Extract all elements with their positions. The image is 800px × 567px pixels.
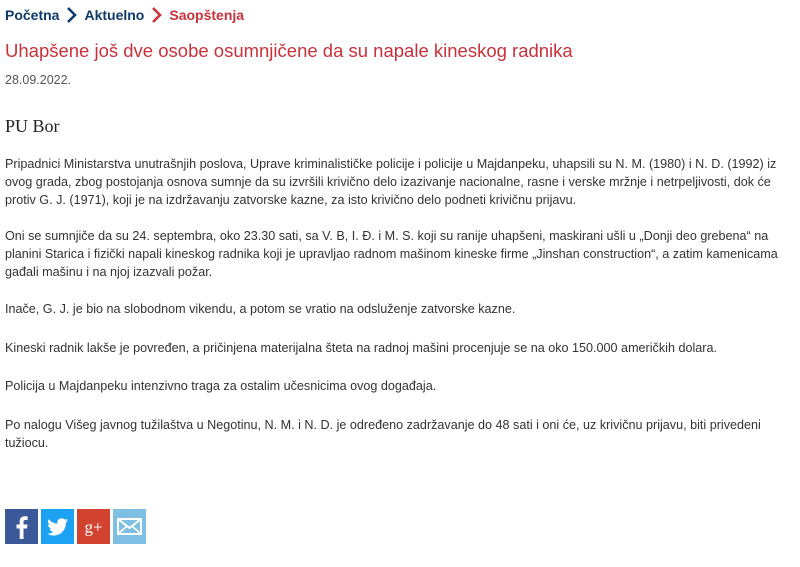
article-date: 28.09.2022. xyxy=(5,73,72,87)
twitter-icon xyxy=(41,509,74,544)
breadcrumb xyxy=(5,6,244,24)
breadcrumb-current: Saopštenja xyxy=(169,7,245,23)
email-share-button[interactable] xyxy=(113,509,146,544)
email-icon xyxy=(113,509,146,544)
svg-text:g+: g+ xyxy=(84,517,103,537)
share-buttons xyxy=(5,509,146,544)
article-title: Uhapšene još dve osobe osumnjičene da su napale kineskog radnika xyxy=(5,40,573,61)
article-paragraph: Pripadnici Ministarstva unutrašnjih poslova, Uprave kriminalističke policije i policije u Majdanpeku, uhapsili su N. M. (1980) i N. D. (1992) iz ovog grada, zbog postojanja osnova sumnje da su izvršili krivično delo izazivanje nacionalne, rasne i verske mržnje i netrpeljivosti, dok će protiv G. J. (1971), koji je na izdržavanju zatvorske kazne, za isto krivično delo podneti krivičnu prijavu. xyxy=(5,157,777,207)
facebook-share-button[interactable] xyxy=(5,509,38,544)
article-paragraph: Po nalogu Višeg javnog tužilaštva u Negotinu, N. M. i N. D. je određeno zadržavanje do 48 sati i oni će, uz krivičnu prijavu, biti privedeni tužiocu. xyxy=(5,418,761,450)
breadcrumb-home-link[interactable]: Početna xyxy=(5,7,60,23)
article-paragraph: Kineski radnik lakše je povređen, a pričinjena materijalna šteta na radnoj mašini procenjuje se na oko 150.000 američkih dolara. xyxy=(5,341,717,355)
google-plus-share-button[interactable] xyxy=(77,509,110,544)
facebook-icon xyxy=(5,509,38,544)
twitter-share-button[interactable] xyxy=(41,509,74,544)
article-paragraph: Inače, G. J. je bio na slobodnom vikendu, a potom se vratio na odsluženje zatvorske kazne. xyxy=(5,302,516,316)
article-subhead: PU Bor xyxy=(5,116,60,136)
article-paragraph: Oni se sumnjiče da su 24. septembra, oko 23.30 sati, sa V. B, I. Đ. i M. S. koji su ranije uhapšeni, maskirani ušli u „Donji deo grebena“ na planini Starica i fizički napali kineskog radnika koji je upravljao radnom mašinom kineske firme „Jinshan construction“, a zatim kamenicama gađali mašinu i na njoj izazvali požar. xyxy=(5,229,778,279)
chevron-right-icon xyxy=(149,6,165,24)
google-plus-icon xyxy=(77,509,110,544)
article-paragraph: Policija u Majdanpeku intenzivno traga za ostalim učesnicima ovog događaja. xyxy=(5,379,437,393)
breadcrumb-aktuelno-link[interactable]: Aktuelno xyxy=(84,7,145,23)
chevron-right-icon xyxy=(64,6,80,24)
